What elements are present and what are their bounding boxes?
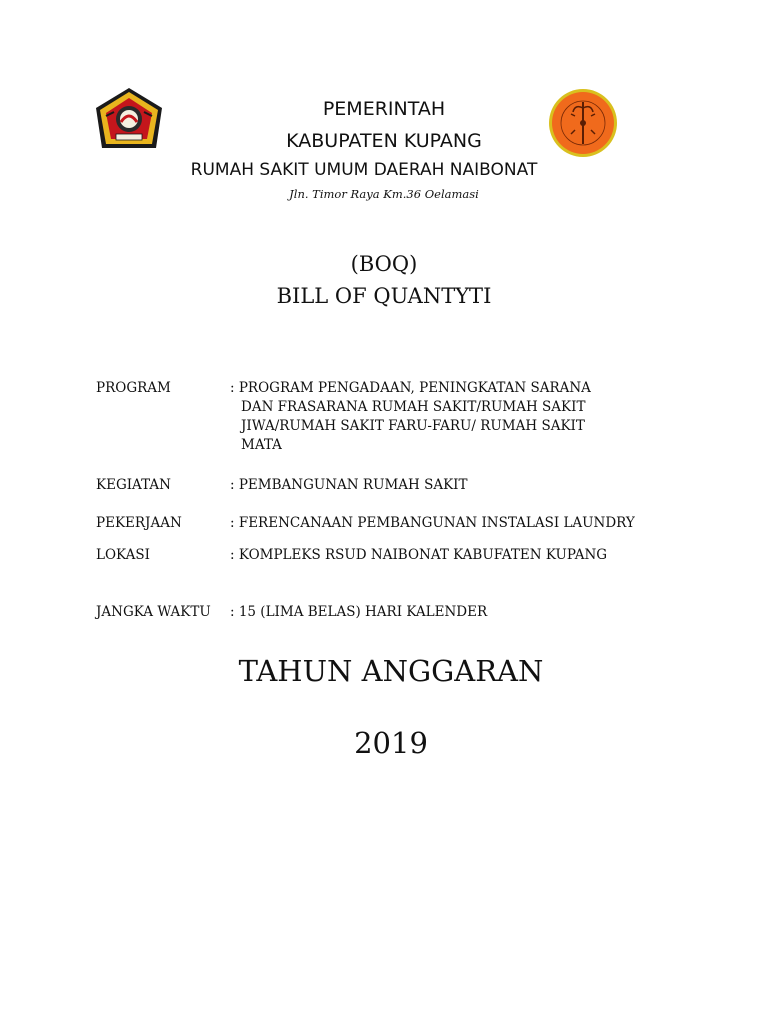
pekerjaan-label: PEKERJAAN (96, 515, 182, 531)
title-full: BILL OF QUANTYTI (276, 284, 492, 308)
header-address: Jln. Timor Raya Km.36 Oelamasi (289, 187, 479, 201)
title-abbreviation: (BOQ) (350, 252, 418, 276)
program-line-3: JIWA/RUMAH SAKIT FARU-FARU/ RUMAH SAKIT (241, 418, 585, 434)
lokasi-label: LOKASI (96, 547, 150, 563)
program-line-4: MATA (241, 437, 282, 453)
program-line-2: DAN FRASARANA RUMAH SAKIT/RUMAH SAKIT (241, 399, 586, 415)
kegiatan-value: : PEMBANGUNAN RUMAH SAKIT (230, 477, 468, 493)
budget-year-heading: TAHUN ANGGARAN (238, 654, 544, 688)
header-government: PEMERINTAH (322, 98, 446, 120)
header-regency: KABUPATEN KUPANG (286, 130, 482, 152)
jangka-waktu-value: : 15 (LIMA BELAS) HARI KALENDER (230, 604, 488, 620)
program-label: PROGRAM (96, 380, 171, 396)
jangka-waktu-label: JANGKA WAKTU (96, 604, 211, 620)
kegiatan-label: KEGIATAN (96, 477, 171, 493)
header-hospital-name: RUMAH SAKIT UMUM DAERAH NAIBONAT (190, 160, 538, 180)
budget-year-value: 2019 (354, 726, 428, 760)
pekerjaan-value: : FERENCANAAN PEMBANGUNAN INSTALASI LAUNDRY (230, 515, 635, 531)
program-value (230, 379, 591, 455)
lokasi-value: : KOMPLEKS RSUD NAIBONAT KABUFATEN KUPANG (230, 547, 608, 563)
program-line-1: : PROGRAM PENGADAAN, PENINGKATAN SARANA (230, 380, 591, 396)
